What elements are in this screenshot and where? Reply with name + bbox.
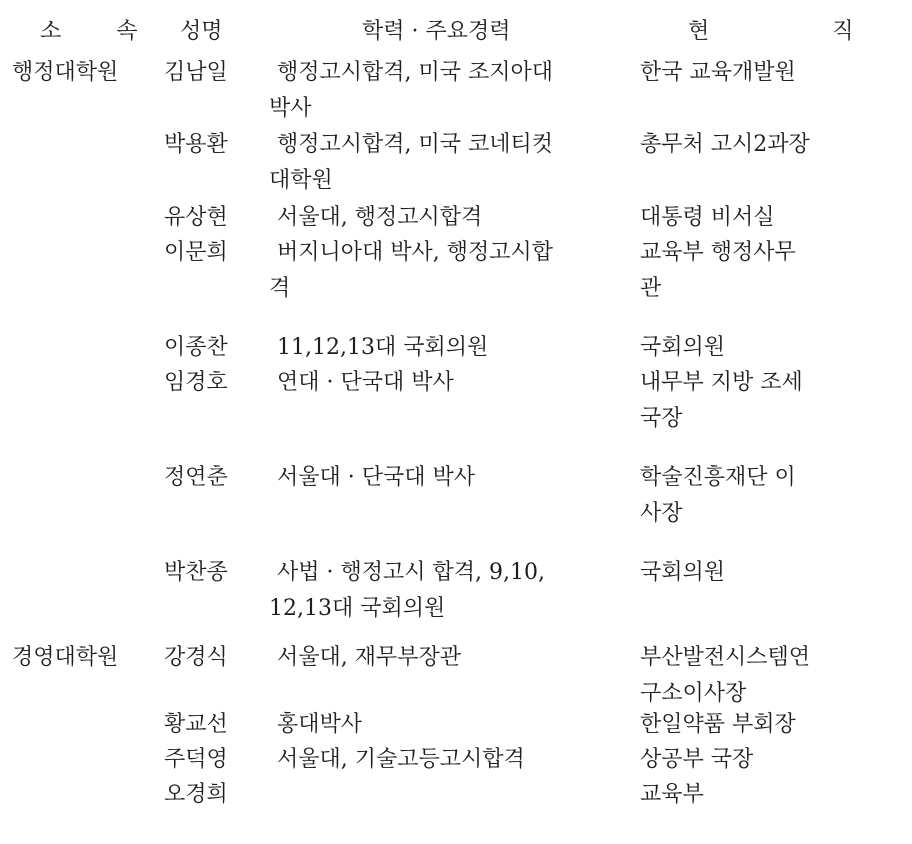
career-line: 12,13대 국회의원: [269, 596, 446, 621]
name-cell: 박용환: [164, 132, 228, 157]
header-current: 현 직: [688, 19, 912, 44]
name-cell: 황교선: [164, 712, 228, 737]
current-position-line: 대통령 비서실: [640, 205, 775, 230]
career-line: 서울대, 기술고등고시합격: [277, 747, 525, 772]
career-line: 서울대, 행정고시합격: [277, 205, 483, 230]
name-cell: 이문희: [164, 240, 228, 265]
name-cell: 정연춘: [164, 465, 228, 490]
current-position-line: 사장: [640, 501, 683, 526]
header-career: 학력 · 주요경력: [362, 19, 511, 44]
affiliation-cell: 경영대학원: [12, 645, 119, 670]
current-position-line: 내무부 지방 조세: [640, 370, 803, 395]
career-line: 행정고시합격, 미국 조지아대: [277, 60, 554, 85]
career-line: 행정고시합격, 미국 코네티컷: [277, 132, 554, 157]
header-name: 성명: [180, 19, 223, 44]
current-position-line: 교육부: [640, 782, 704, 807]
header-affiliation: 소 속: [40, 19, 162, 44]
career-line: 버지니아대 박사, 행정고시합: [277, 240, 554, 265]
career-line: 사법 · 행정고시 합격, 9,10,: [277, 560, 545, 585]
name-cell: 임경호: [164, 370, 228, 395]
career-line: 연대 · 단국대 박사: [277, 370, 454, 395]
current-position-line: 구소이사장: [640, 681, 747, 706]
affiliation-cell: 행정대학원: [12, 60, 119, 85]
career-line: 11,12,13대 국회의원: [277, 335, 489, 360]
current-position-line: 부산발전시스템연: [640, 645, 811, 670]
current-position-line: 교육부 행정사무: [640, 240, 796, 265]
career-line: 박사: [269, 96, 312, 121]
career-line: 서울대, 재무부장관: [277, 645, 462, 670]
name-cell: 강경식: [164, 645, 228, 670]
current-position-line: 상공부 국장: [640, 747, 754, 772]
current-position-line: 총무처 고시2과장: [640, 132, 810, 157]
current-position-line: 관: [640, 276, 662, 301]
current-position-line: 국장: [640, 406, 683, 431]
name-cell: 오경희: [164, 782, 228, 807]
career-line: 홍대박사: [277, 712, 363, 737]
name-cell: 주덕영: [164, 747, 228, 772]
name-cell: 박찬종: [164, 560, 228, 585]
name-cell: 김남일: [164, 60, 228, 85]
current-position-line: 국회의원: [640, 560, 726, 585]
current-position-line: 국회의원: [640, 335, 726, 360]
career-line: 격: [269, 276, 291, 301]
career-line: 서울대 · 단국대 박사: [277, 465, 475, 490]
name-cell: 유상현: [164, 205, 228, 230]
current-position-line: 학술진흥재단 이: [640, 465, 796, 490]
name-cell: 이종찬: [164, 335, 228, 360]
career-line: 대학원: [269, 168, 333, 193]
current-position-line: 한국 교육개발원: [640, 60, 796, 85]
current-position-line: 한일약품 부회장: [640, 712, 796, 737]
